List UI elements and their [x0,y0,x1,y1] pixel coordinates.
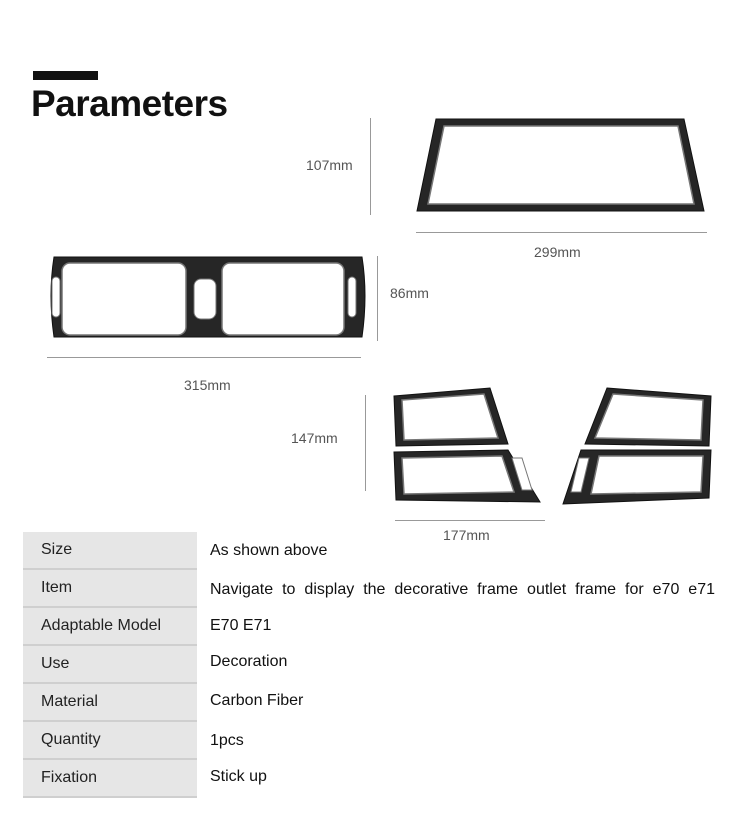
dim-line-315-horizontal [47,357,361,358]
spec-value: Carbon Fiber [210,692,304,709]
right-side-outlet-frames-image [561,386,713,506]
navigation-frame-image [414,115,706,215]
spec-label: Item [41,579,73,596]
spec-label-cell [23,646,197,684]
spec-label: Fixation [41,769,98,786]
spec-value: Navigate to display the decorative frame outlet frame for e70 e71 [210,581,715,598]
dim-line-177-horizontal [395,520,545,521]
spec-row-fixation [23,760,715,796]
spec-label-cell [23,684,197,722]
page-title: Parameters [31,83,228,124]
heading-accent-bar [33,71,98,80]
dim-line-299-horizontal [416,232,707,233]
spec-label-cell [23,532,197,570]
spec-label: Quantity [41,731,101,748]
spec-value: Stick up [210,768,267,785]
spec-label: Material [41,693,98,710]
spec-label-cell [23,760,197,798]
spec-row-size [23,532,715,568]
spec-label: Adaptable Model [41,617,162,634]
dim-label-299mm: 299mm [534,244,581,260]
spec-label-cell [23,722,197,760]
dim-label-107mm: 107mm [306,157,353,173]
spec-value: E70 E71 [210,617,272,634]
spec-row-material [23,684,715,720]
dim-label-147mm: 147mm [291,430,338,446]
spec-row-item [23,570,715,606]
dim-label-86mm: 86mm [390,285,429,301]
spec-label: Size [41,541,73,558]
center-outlet-frame-image [46,255,370,340]
dim-label-315mm: 315mm [184,377,231,393]
spec-label-cell [23,608,197,646]
spec-value: 1pcs [210,732,244,749]
dim-line-147-vertical [365,395,366,491]
spec-label: Use [41,655,70,672]
spec-value: Decoration [210,653,288,670]
spec-value: As shown above [210,542,328,559]
spec-row-use [23,646,715,682]
left-side-outlet-frames-image [390,386,542,504]
spec-label-cell [23,570,197,608]
dim-line-86-vertical [377,256,378,341]
spec-row-adaptable-model [23,608,715,644]
dim-line-107-vertical [370,118,371,215]
spec-row-quantity [23,722,715,758]
dim-label-177mm: 177mm [443,527,490,543]
